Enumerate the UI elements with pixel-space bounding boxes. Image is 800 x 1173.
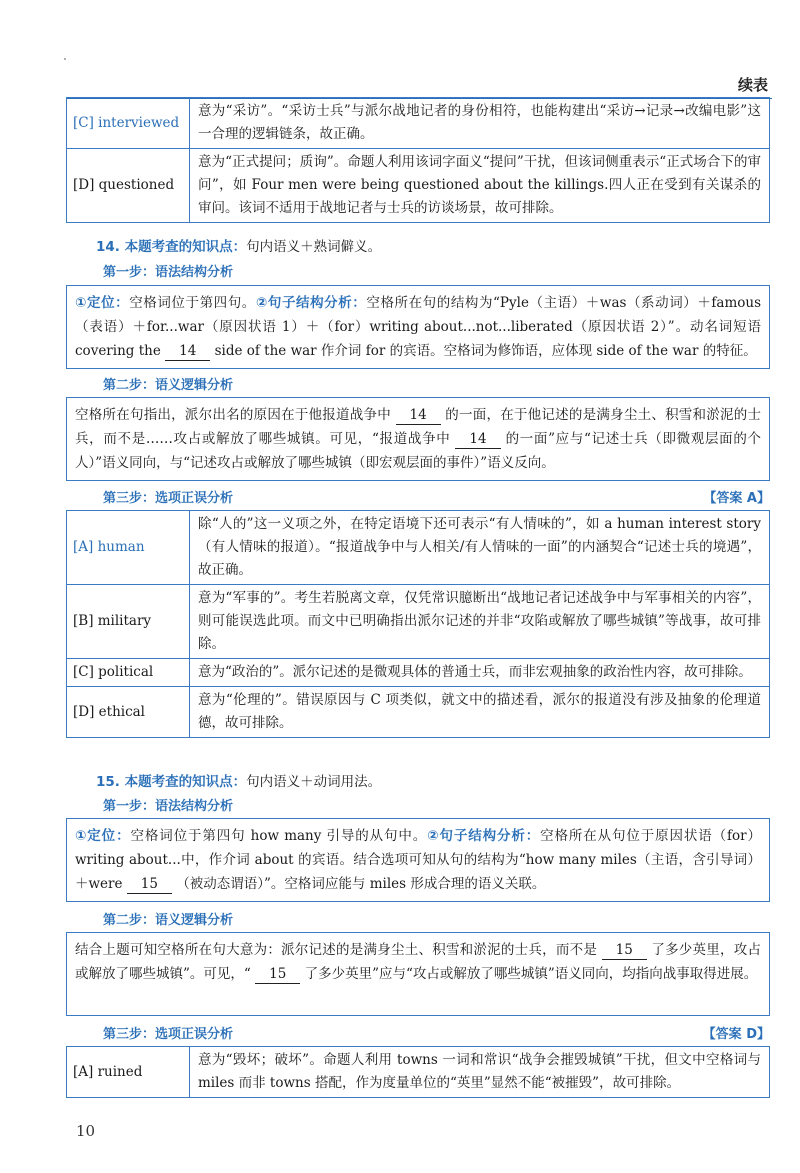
option-text: 意为“军事的”。考生若脱离文章，仅凭常识臆断出“战地记者记述战争中与军事相关的内容”，则可能误选此项。而文中已明确指出派尔记述的并非“攻陷或解放了哪些城镇”等战事，故可排除。 [190,585,770,659]
q14-step1-title: 第一步：语法结构分析 [103,265,234,280]
table-row [67,687,770,738]
locate-text: 空格词位于第四句 how many 引导的从句中。 [130,828,428,844]
option-text: 意为“政治的”。派尔记述的是微观具体的普通士兵，而非宏观抽象的政治性内容，故可排除。 [190,659,770,687]
structure-text-end: （被动态谓语）”。空格词应能与 miles 形成合理的语义关联。 [176,876,546,892]
q14-step3-title: 第三步：选项正误分析 [103,491,234,506]
option-label: [C] political [67,659,190,687]
q15-step1-box [66,818,770,902]
q15-step2-box [66,932,770,1016]
locate-label: ①定位： [75,828,131,844]
locate-text: 空格词位于第四句。 [129,295,256,311]
table-row [67,149,770,223]
blank: 14 [396,406,441,425]
table-row [67,1047,770,1098]
table-row [67,98,770,149]
structure-text-end: side of the war 作介词 for 的宾语。空格词为修饰语，应体现 side of the war 的特征。 [214,343,757,359]
q15-step2-title: 第二步：语义逻辑分析 [103,913,234,928]
q14-heading [96,235,381,255]
q14-step2-title: 第二步：语义逻辑分析 [103,378,234,393]
blank: 15 [127,875,172,894]
logic-text: 了多少英里”应与“攻占或解放了哪些城镇”语义同向，均指向战事取得进展。 [304,966,758,982]
q14-step1-box [66,285,770,369]
logic-text: 了多少英里，攻占或解放了哪些城镇”。可见，“ [75,942,761,982]
q14-options-table [66,510,770,738]
q14-answer: 【答案 A】 [703,491,770,506]
continued-label: 续表 [737,76,768,94]
table-row [67,511,770,585]
q14-head-label: 本题考查的知识点： [124,239,247,255]
logic-text: 空格所在句指出，派尔出名的原因在于他报道战争中 [75,407,391,423]
option-text: 意为“毁坏；破坏”。命题人利用 towns 一词和常识“战争会摧毁城镇”干扰，但文中空格词与 miles 而非 towns 搭配，作为度量单位的“英里”显然不能“被摧毁”，故可排除。 [190,1047,770,1098]
option-text: 意为“采访”。“采访士兵”与派尔战地记者的身份相符，也能构建出“采访→记录→改编电影”这一合理的逻辑链条，故正确。 [190,98,770,149]
q15-step3-title: 第三步：选项正误分析 [103,1027,234,1042]
option-label: [A] human [67,511,190,585]
blank: 15 [255,965,300,984]
blank: 14 [165,342,210,361]
structure-text: 空格所在从句位于原因状语（for）writing about...中，作介词 about 的宾语。结合选项可知从句的结构为“how many miles（主语，含引导词）＋were [75,828,761,892]
option-text: 除“人的”这一义项之外，在特定语境下还可表示“有人情味的”，如 a human interest story（有人情味的报道）。“报道战争中与人相关/有人情味的一面”的内涵契合“记述士兵的境遇”，故正确。 [190,511,770,585]
locate-label: ①定位： [75,295,130,311]
q15-number: 15. [96,774,120,790]
option-label: [D] questioned [67,149,190,223]
q15-step1-title: 第一步：语法结构分析 [103,799,234,814]
structure-text: 空格所在句的结构为“Pyle（主语）＋was（系动词）＋famous（表语）＋for...war（原因状语 1）＋（for）writing about...not...liberated（原因状语 2）”。动名词短语 covering the [75,295,762,359]
q15-options-table [66,1046,770,1098]
q14-step2-box [66,397,770,481]
option-label: [A] ruined [67,1047,190,1098]
table-row [67,585,770,659]
page-number: 10 [76,1122,96,1140]
blank: 15 [602,941,647,960]
structure-label: ②句子结构分析： [427,828,541,844]
logic-text: 结合上题可知空格所在句大意为：派尔记述的是满身尘土、积雪和淤泥的士兵，而不是 [75,942,598,958]
option-text: 意为“正式提问；质询”。命题人利用该词字面义“提问”干扰，但该词侧重表示“正式场合下的审问”，如 Four men were being questioned about the killings.四人正在受到有关谋杀的审问。该词不适用于战地记者与士兵的访谈场景，故可排除。 [190,149,770,223]
option-label: [D] ethical [67,687,190,738]
table-row [67,659,770,687]
logic-text: 的一面，在于他记述的是满身尘土、积雪和淤泥的士兵，而不是……攻占或解放了哪些城镇。可见，“报道战争中 [75,407,762,447]
q14-head-rest: 句内语义＋熟词僻义。 [246,239,382,255]
q15-heading [96,770,381,790]
q15-answer: 【答案 D】 [702,1027,770,1042]
q15-head-label: 本题考查的知识点： [124,774,247,790]
scan-dot [64,58,66,60]
q14-number: 14. [96,239,120,255]
option-text: 意为“伦理的”。错误原因与 C 项类似，就文中的描述看，派尔的报道没有涉及抽象的伦理道德，故可排除。 [190,687,770,738]
logic-text: 的一面”应与“记述士兵（即微观层面的个人）”语义同向，与“记述攻占或解放了哪些城镇（即宏观层面的事件）”语义反向。 [75,431,761,471]
q13-options-table [66,97,770,223]
option-label: [C] interviewed [67,98,190,149]
structure-label: ②句子结构分析： [255,295,367,311]
blank: 14 [455,430,500,449]
option-label: [B] military [67,585,190,659]
q15-head-rest: 句内语义＋动词用法。 [246,774,382,790]
